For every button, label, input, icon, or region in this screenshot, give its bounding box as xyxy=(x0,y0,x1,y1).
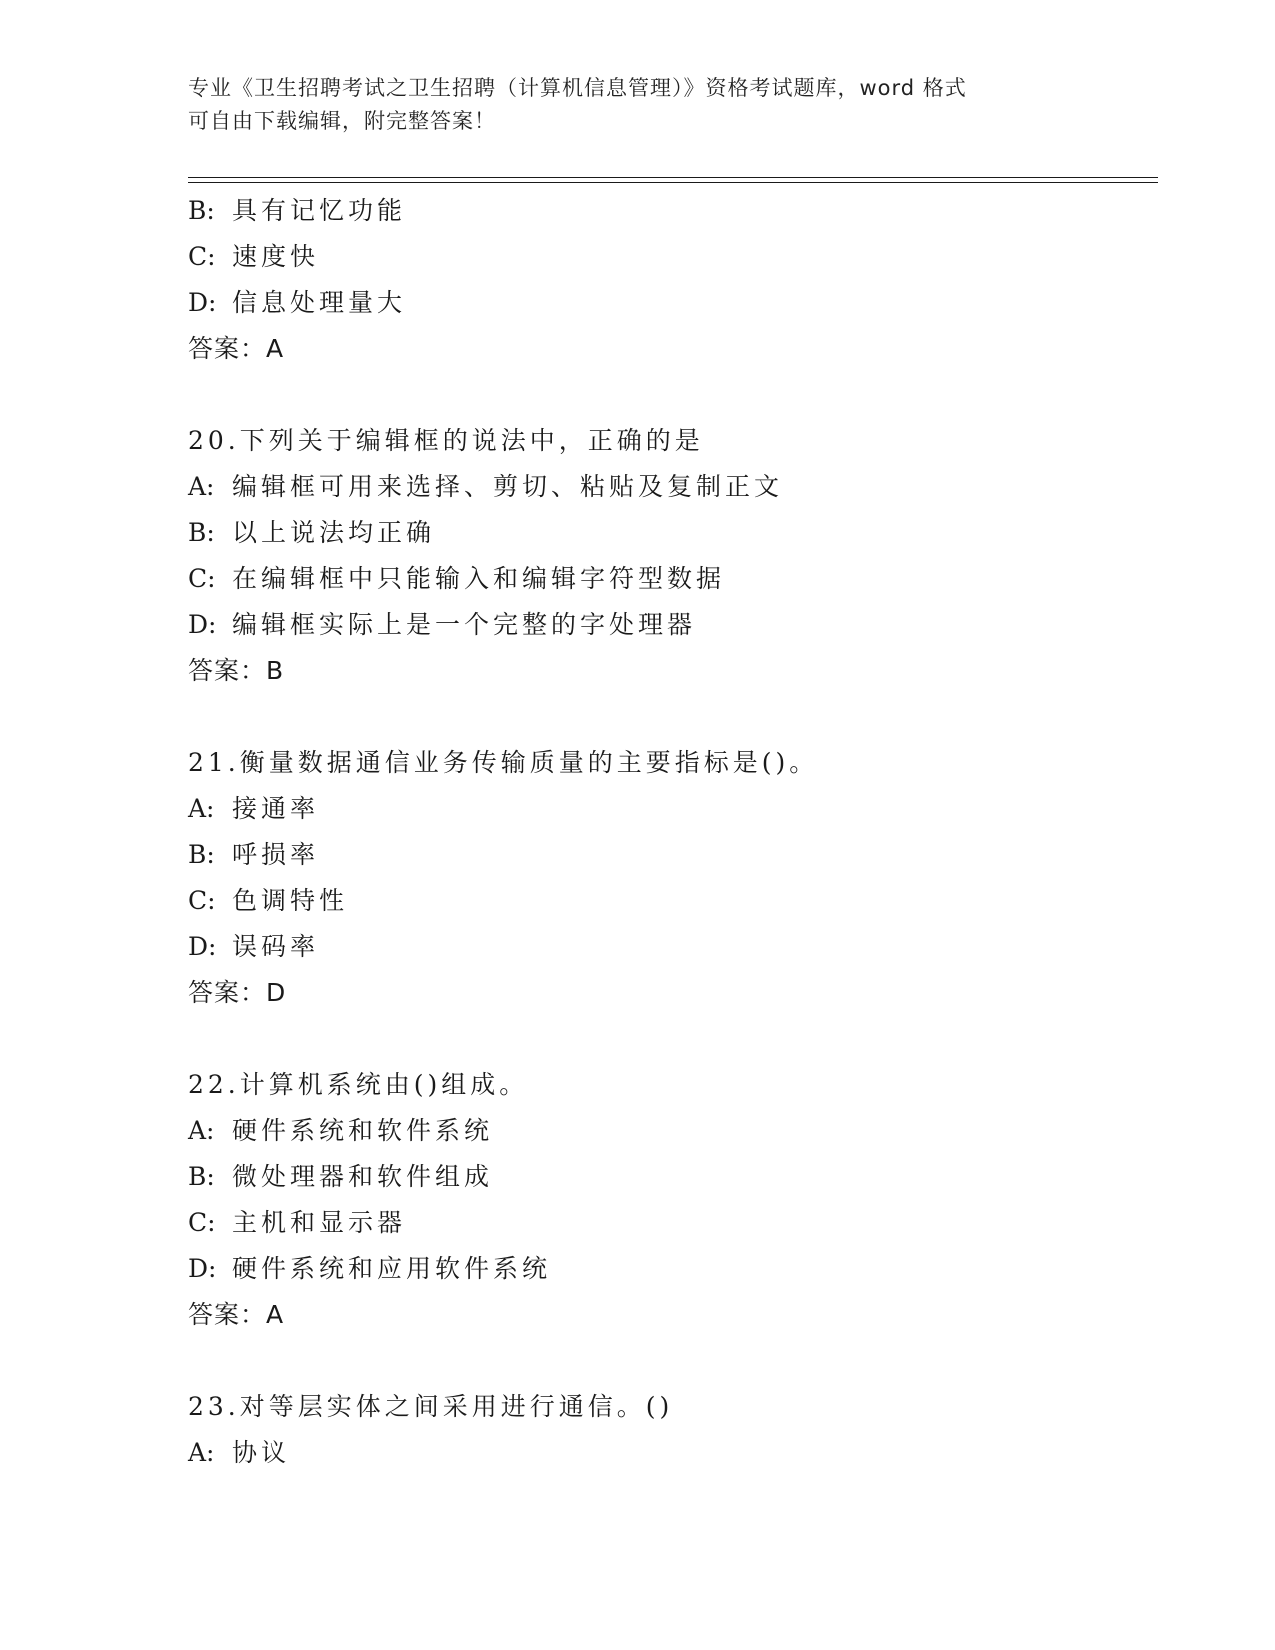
option-line xyxy=(188,602,1158,648)
question-21 xyxy=(188,740,1158,1016)
option-key: D: xyxy=(188,1254,217,1283)
header-divider-bottom xyxy=(188,182,1158,183)
option-key: B: xyxy=(188,1162,215,1191)
option-line xyxy=(188,510,1158,556)
option-text: 在编辑框中只能输入和编辑字符型数据 xyxy=(232,564,726,593)
option-text: 接通率 xyxy=(232,794,320,823)
option-text: 微处理器和软件组成 xyxy=(232,1162,494,1191)
option-key: A: xyxy=(188,1116,215,1145)
option-text: 色调特性 xyxy=(232,886,349,915)
option-key: C: xyxy=(188,564,216,593)
option-key: C: xyxy=(188,1208,216,1237)
answer-line: 答案：A xyxy=(188,1300,285,1329)
question-20 xyxy=(188,418,1158,694)
option-line xyxy=(188,924,1158,970)
option-text: 硬件系统和应用软件系统 xyxy=(232,1254,552,1283)
document-header xyxy=(188,72,1088,138)
option-line xyxy=(188,878,1158,924)
option-line xyxy=(188,1430,1158,1476)
option-line xyxy=(188,1246,1158,1292)
option-text: 速度快 xyxy=(232,242,320,271)
option-text: 编辑框可用来选择、剪切、粘贴及复制正文 xyxy=(232,472,784,501)
option-text: 具有记忆功能 xyxy=(232,196,407,225)
option-key: C: xyxy=(188,886,216,915)
option-text: 误码率 xyxy=(232,932,320,961)
answer-line: 答案：D xyxy=(188,978,287,1007)
question-23 xyxy=(188,1384,1158,1476)
question-list xyxy=(188,188,1158,1476)
option-text: 呼损率 xyxy=(232,840,320,869)
option-key: D: xyxy=(188,932,217,961)
option-line xyxy=(188,786,1158,832)
question-gap xyxy=(188,1016,1158,1062)
option-key: B: xyxy=(188,196,215,225)
question-22 xyxy=(188,1062,1158,1338)
option-line xyxy=(188,1154,1158,1200)
question-stem: 22.计算机系统由()组成。 xyxy=(188,1070,529,1099)
question-gap xyxy=(188,372,1158,418)
question-stem: 21.衡量数据通信业务传输质量的主要指标是()。 xyxy=(188,748,819,777)
option-line xyxy=(188,188,1158,234)
option-line xyxy=(188,1200,1158,1246)
option-key: D: xyxy=(188,610,217,639)
option-text: 编辑框实际上是一个完整的字处理器 xyxy=(232,610,697,639)
question-gap xyxy=(188,694,1158,740)
option-key: D: xyxy=(188,288,217,317)
option-key: B: xyxy=(188,840,215,869)
option-line xyxy=(188,464,1158,510)
question-continued xyxy=(188,188,1158,372)
question-gap xyxy=(188,1338,1158,1384)
option-line xyxy=(188,280,1158,326)
option-text: 硬件系统和软件系统 xyxy=(232,1116,494,1145)
header-divider-top xyxy=(188,177,1158,178)
question-stem: 20.下列关于编辑框的说法中，正确的是 xyxy=(188,426,704,455)
option-key: A: xyxy=(188,1438,215,1467)
answer-line: 答案：A xyxy=(188,334,285,363)
question-stem: 23.对等层实体之间采用进行通信。() xyxy=(188,1392,674,1421)
option-key: A: xyxy=(188,794,215,823)
answer-line: 答案：B xyxy=(188,656,285,685)
option-key: B: xyxy=(188,518,215,547)
option-key: A: xyxy=(188,472,215,501)
option-text: 信息处理量大 xyxy=(232,288,407,317)
option-text: 以上说法均正确 xyxy=(232,518,436,547)
option-line xyxy=(188,1108,1158,1154)
header-line-1: 专业《卫生招聘考试之卫生招聘（计算机信息管理）》资格考试题库，word 格式 xyxy=(188,76,967,100)
header-line-2: 可自由下载编辑，附完整答案！ xyxy=(188,109,496,133)
option-key: C: xyxy=(188,242,216,271)
option-line xyxy=(188,234,1158,280)
option-text: 主机和显示器 xyxy=(232,1208,407,1237)
option-text: 协议 xyxy=(232,1438,291,1467)
option-line xyxy=(188,832,1158,878)
option-line xyxy=(188,556,1158,602)
